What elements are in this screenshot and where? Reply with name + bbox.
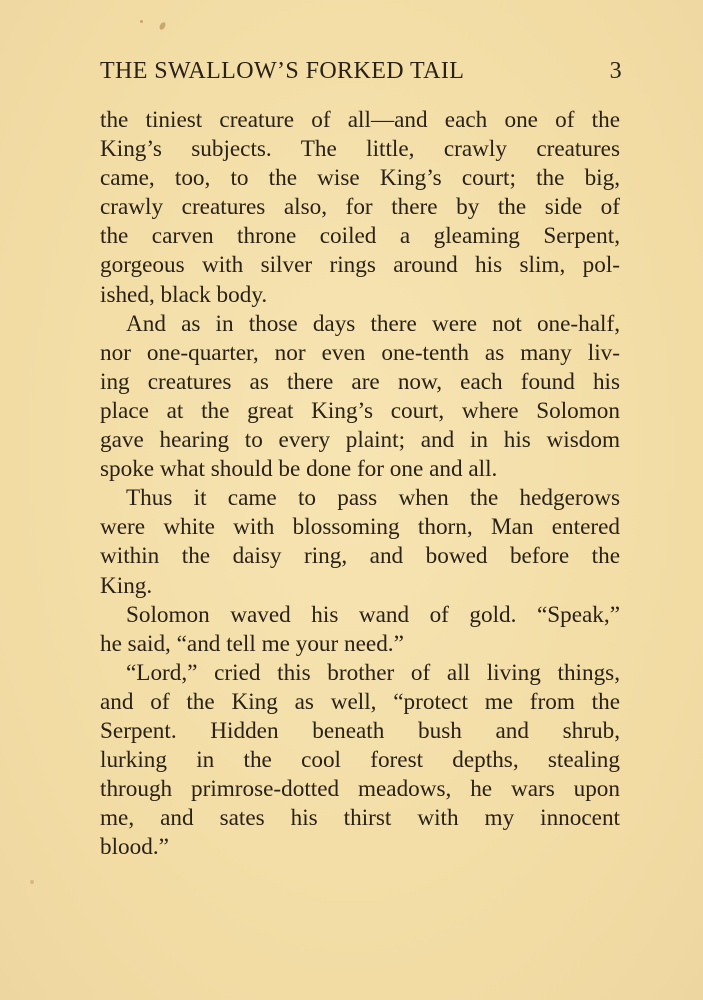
page-number: 3	[609, 58, 622, 84]
text-line: place at the great King’s court, where Solomon	[100, 397, 620, 424]
text-line: Solomon waved his wand of gold. “Speak,”	[126, 601, 620, 628]
text-line: the carven throne coiled a gleaming Serpent,	[100, 223, 620, 250]
foxing-spot	[140, 20, 143, 23]
text-line: Thus it came to pass when the hedgerows	[126, 485, 620, 512]
text-line: and of the King as well, “protect me from the	[100, 688, 620, 715]
running-title: THE SWALLOW’S FORKED TAIL	[100, 58, 465, 84]
body-text	[100, 106, 620, 862]
text-line: gorgeous with silver rings around his slim, pol-	[100, 252, 620, 279]
foxing-spot	[158, 21, 166, 30]
text-line: King’s subjects. The little, crawly creatures	[100, 136, 620, 163]
text-line: were white with blossoming thorn, Man entered	[100, 514, 620, 541]
text-line: Serpent. Hidden beneath bush and shrub,	[100, 717, 620, 744]
text-line: within the daisy ring, and bowed before the	[100, 543, 620, 570]
text-line: came, too, to the wise King’s court; the big,	[100, 165, 620, 192]
running-header	[100, 58, 622, 85]
text-line: And as in those days there were not one-half,	[126, 310, 620, 337]
text-line: through primrose-dotted meadows, he wars upon	[100, 776, 620, 803]
text-line: crawly creatures also, for there by the side of	[100, 194, 620, 221]
text-line: “Lord,” cried this brother of all living things,	[126, 659, 620, 686]
text-line: gave hearing to every plaint; and in his wisdom	[100, 427, 620, 454]
foxing-spot	[30, 880, 34, 884]
text-line: me, and sates his thirst with my innocent	[100, 805, 620, 832]
text-line: lurking in the cool forest depths, stealing	[100, 747, 620, 774]
text-line: spoke what should be done for one and all.	[100, 456, 498, 483]
text-line: King.	[100, 572, 153, 599]
text-line: the tiniest creature of all—and each one of the	[100, 107, 620, 133]
text-line: nor one-quarter, nor even one-tenth as many liv-	[100, 339, 620, 366]
text-line: blood.”	[100, 834, 169, 861]
text-line: ing creatures as there are now, each found his	[100, 368, 620, 395]
text-line: he said, “and tell me your need.”	[100, 630, 404, 657]
text-line: ished, black body.	[100, 281, 268, 308]
